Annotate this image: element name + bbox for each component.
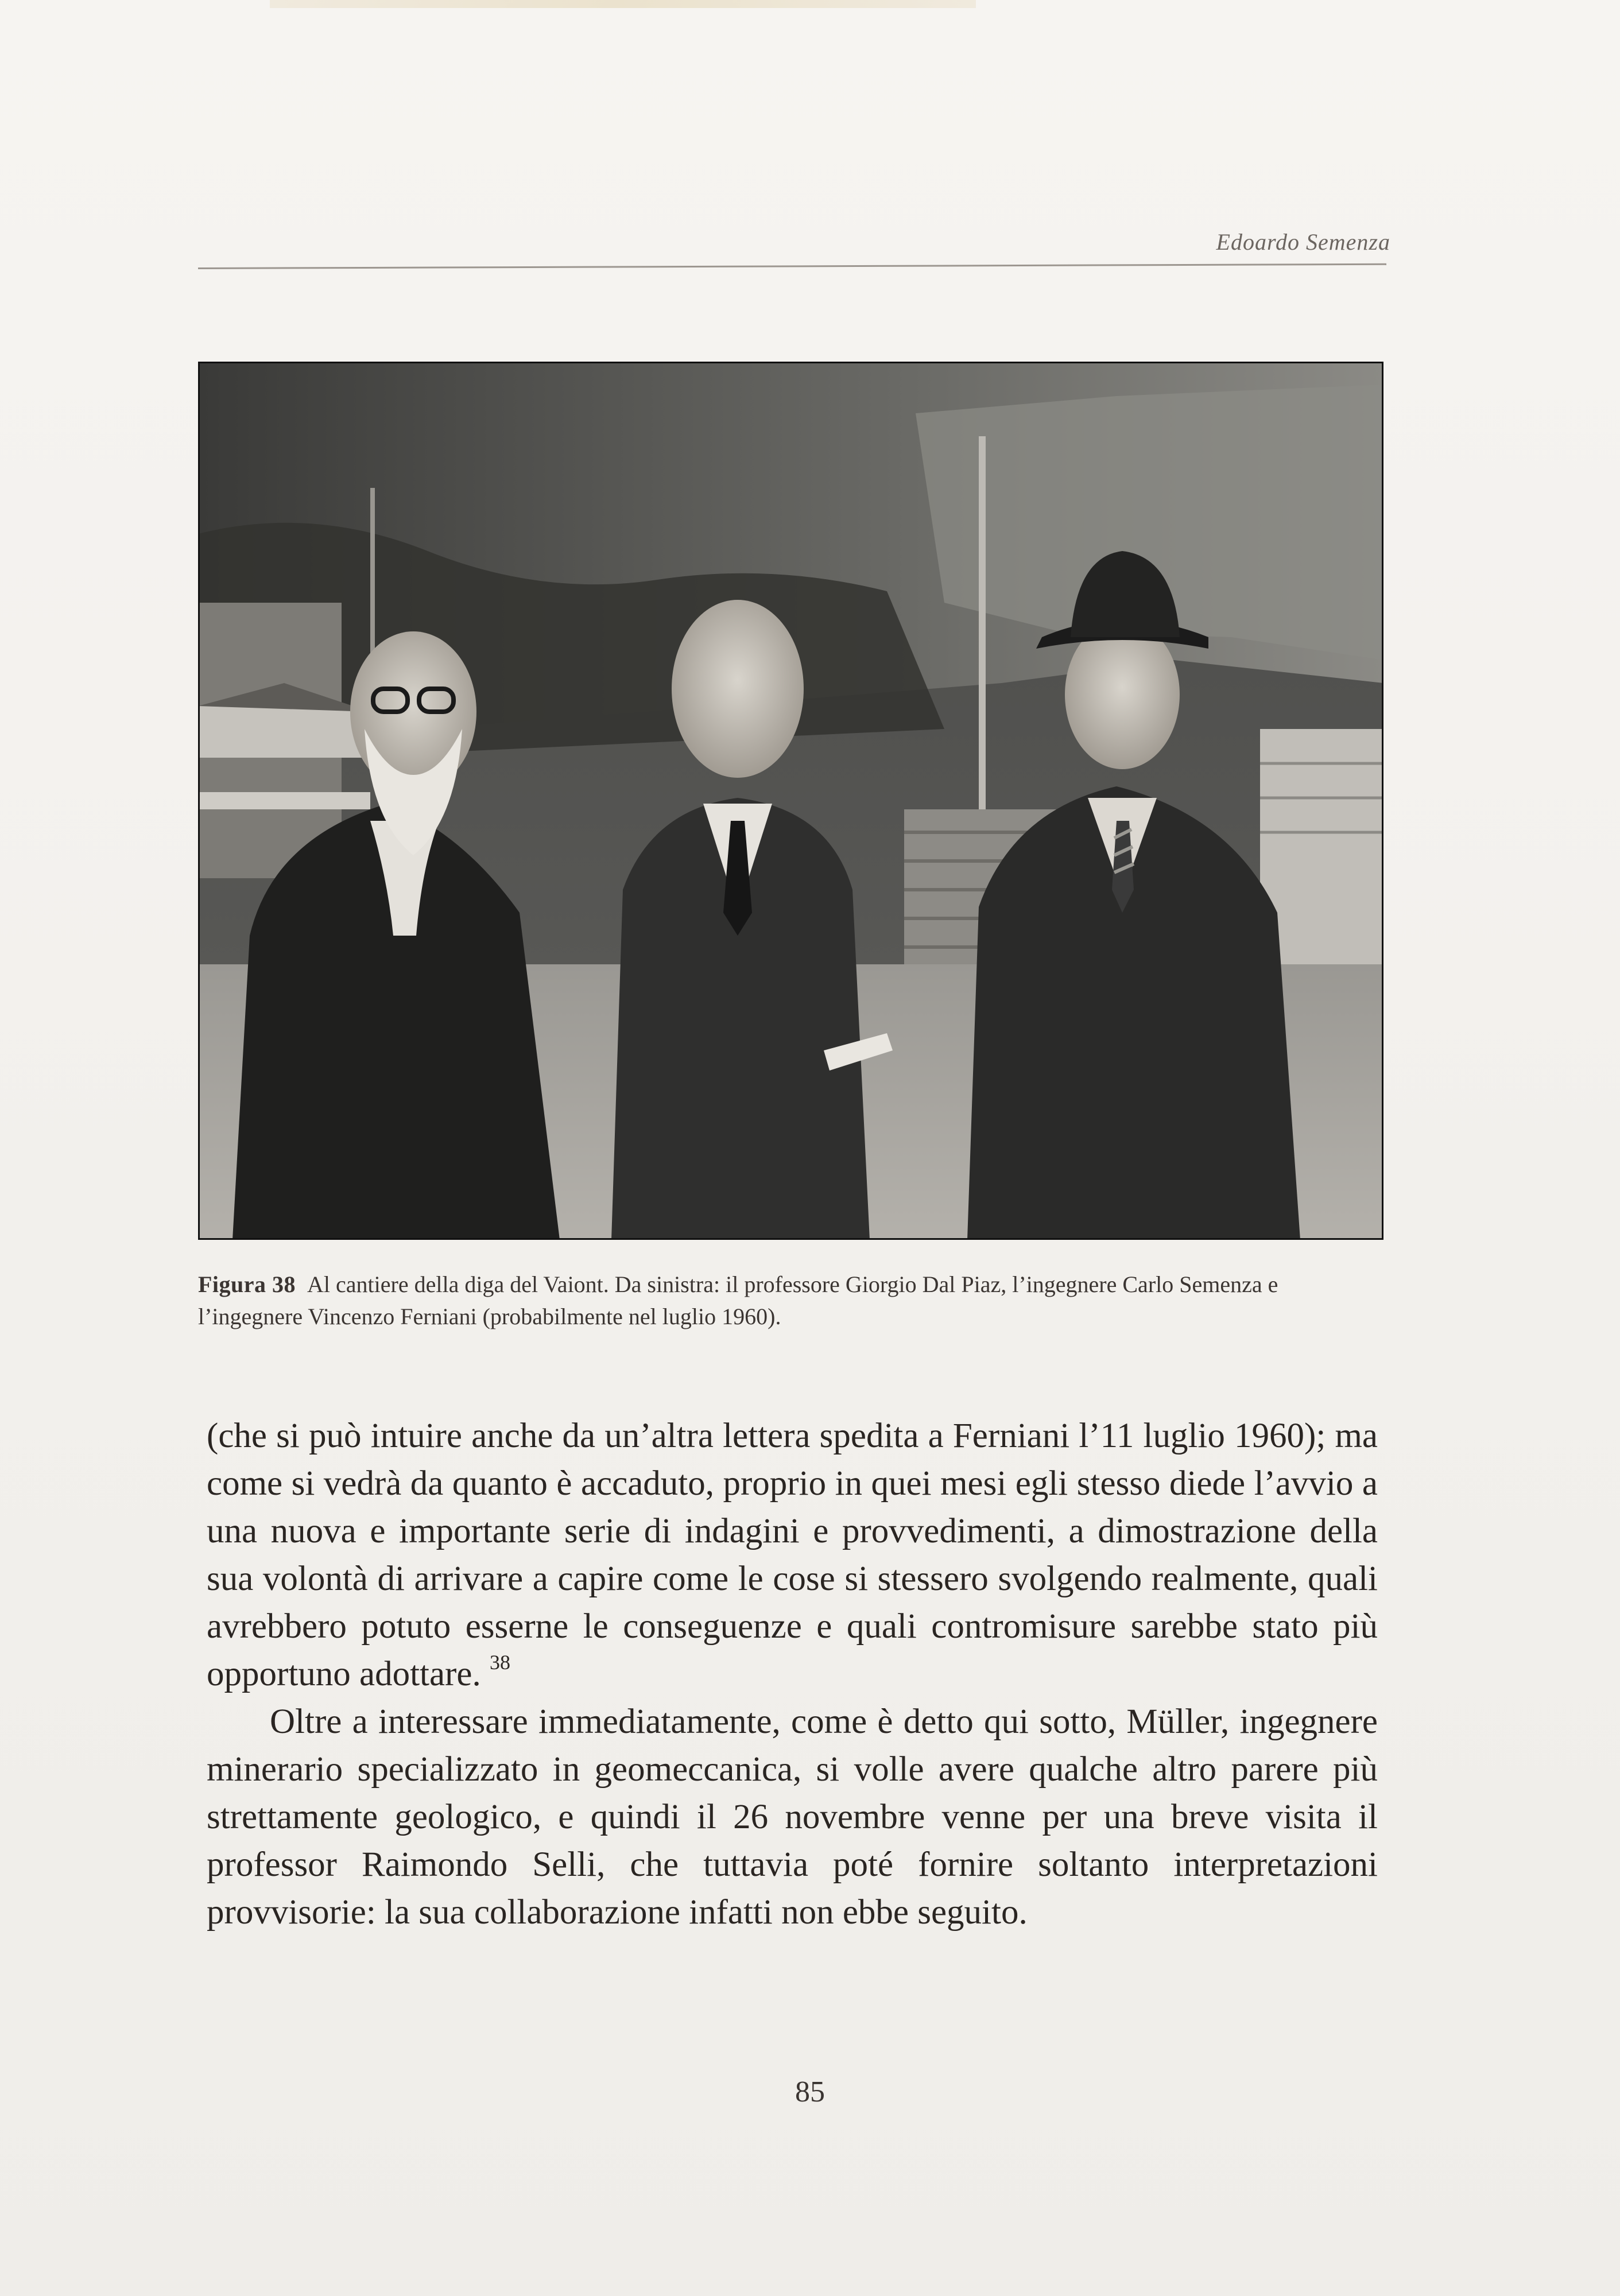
figure-caption xyxy=(198,1269,1383,1333)
paragraph-2: Oltre a interessare immediatamente, come è detto qui sotto, Müller, ingegnere minerario specializzato in geomeccanica, si volle avere qualche altro parere più strettamente geologico, e quindi il 26 novembre venne per una breve visita il professor Raimondo Selli, che tuttavia poté fornire soltanto interpretazioni provvisorie: la sua collaborazione infatti non ebbe seguito. xyxy=(207,1702,1378,1932)
figure-photograph xyxy=(198,362,1383,1240)
figure-label: Figura 38 xyxy=(198,1271,296,1297)
footnote-reference: 38 xyxy=(489,1651,510,1674)
running-head: Edoardo Semenza xyxy=(1216,229,1390,255)
header-rule xyxy=(198,263,1386,269)
black-and-white-photo-three-men xyxy=(198,362,1383,1240)
page-number: 85 xyxy=(795,2076,825,2108)
adjacent-page-edge xyxy=(270,0,976,8)
paragraph-1 xyxy=(207,1412,1378,1698)
figure-caption-text: Al cantiere della diga del Vaiont. Da sinistra: il professore Giorgio Dal Piaz, l’ingegnere Carlo Semenza e l’ingegnere Vincenzo Ferniani (probabilmente nel luglio 1960). xyxy=(198,1271,1278,1329)
body-text xyxy=(207,1412,1378,1936)
paragraph-1-text: (che si può intuire anche da un’altra lettera spedita a Ferniani l’11 luglio 1960); ma come si vedrà da quanto è accaduto, proprio in quei mesi egli stesso diede l’avvio a una nuova e importante serie di indagini e provvedimenti, a dimostrazione della sua volontà di arrivare a capire come le cose si stessero svolgendo realmente, quali avrebbero potuto esserne le conseguenze e quali contromisure sarebbe stato più opportuno adottare. xyxy=(207,1417,1378,1693)
